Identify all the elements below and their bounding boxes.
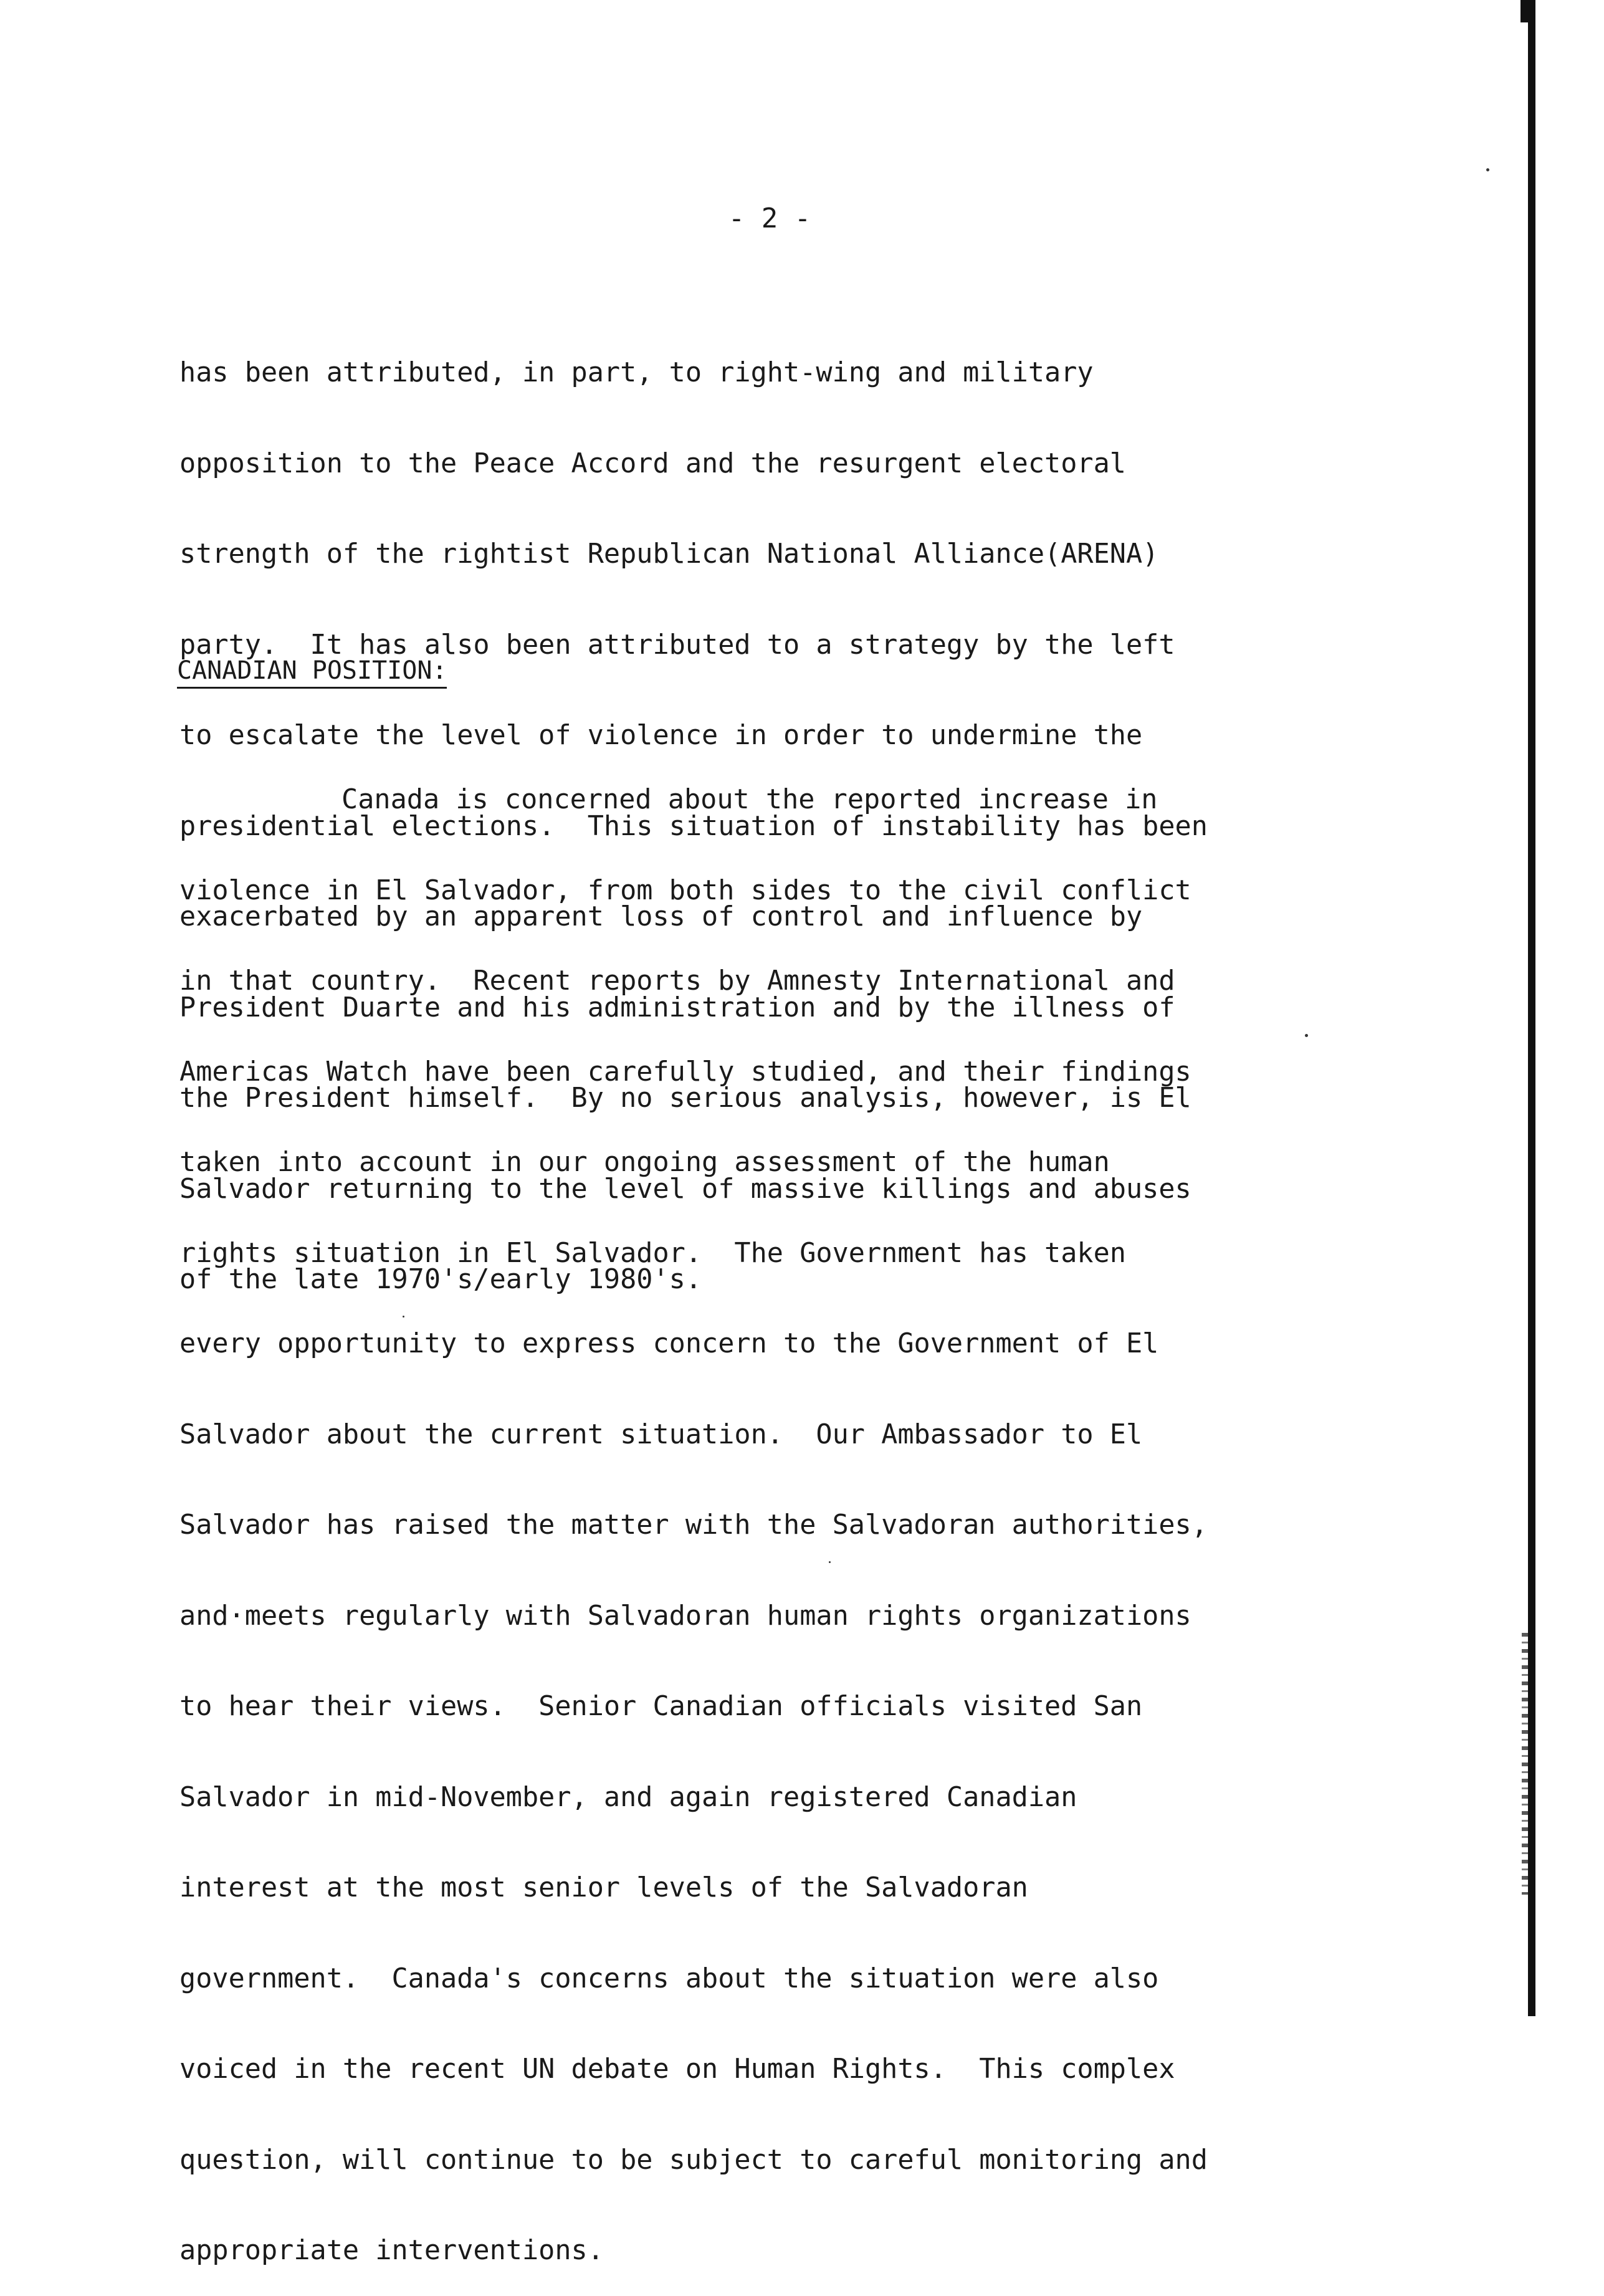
paragraph-line: party. It has also been attributed to a strategy by the left: [179, 629, 1175, 661]
paragraph-line: the President himself. By no serious analysis, however, is El: [179, 1083, 1191, 1114]
paragraph-line: Americas Watch have been carefully studied, and their findings: [179, 1056, 1191, 1088]
paragraph-line: question, will continue to be subject to careful monitoring and: [179, 2144, 1208, 2176]
paragraph-line: President Duarte and his administration and by the illness of: [179, 992, 1175, 1023]
paragraph-line: presidential elections. This situation of instability has been: [179, 810, 1208, 842]
paragraph-line: Canada is concerned about the reported increase in: [341, 784, 1158, 815]
scan-speck: [1486, 168, 1489, 171]
paragraph-line: violence in El Salvador, from both sides to the civil conflict: [179, 874, 1191, 906]
paragraph-line: voiced in the recent UN debate on Human Rights. This complex: [179, 2054, 1175, 2085]
paragraph-line: government. Canada's concerns about the situation were also: [179, 1963, 1159, 1994]
paragraph-line: appropriate interventions.: [179, 2235, 604, 2266]
paragraph-line: in that country. Recent reports by Amnesty International and: [179, 965, 1175, 997]
paragraph-line: Salvador has raised the matter with the Salvadoran authorities,: [179, 1509, 1208, 1541]
paragraph-line: Salvador returning to the level of massive killings and abuses: [179, 1173, 1191, 1205]
paragraph-line: taken into account in our ongoing assessment of the human: [179, 1147, 1110, 1178]
paragraph-line: interest at the most senior levels of the Salvadoran: [179, 1872, 1028, 1903]
paragraph-line: rights situation in El Salvador. The Government has taken: [179, 1237, 1126, 1269]
paragraph-line: every opportunity to express concern to the Government of El: [179, 1328, 1159, 1359]
section-heading: CANADIAN POSITION:: [177, 656, 447, 689]
paragraph-line: has been attributed, in part, to right-wing and military: [179, 357, 1094, 388]
paragraph-line: to escalate the level of violence in order to undermine the: [179, 720, 1143, 751]
paragraph-line: Salvador in mid-November, and again registered Canadian: [179, 1781, 1077, 1813]
paragraph-line: of the late 1970's/early 1980's.: [179, 1264, 702, 1295]
page-number: - 2 -: [728, 203, 811, 234]
paragraph-line: to hear their views. Senior Canadian officials visited San: [179, 1691, 1143, 1722]
paragraph-canadian-position: [179, 724, 1550, 2296]
paragraph-line: strength of the rightist Republican National Alliance(ARENA): [179, 538, 1159, 570]
paragraph-line: opposition to the Peace Accord and the resurgent electoral: [179, 447, 1126, 479]
paragraph-line: exacerbated by an apparent loss of control and influence by: [179, 901, 1143, 932]
paragraph-line: and·meets regularly with Salvadoran human rights organizations: [179, 1600, 1191, 1632]
paragraph-line: Salvador about the current situation. Our Ambassador to El: [179, 1418, 1143, 1450]
